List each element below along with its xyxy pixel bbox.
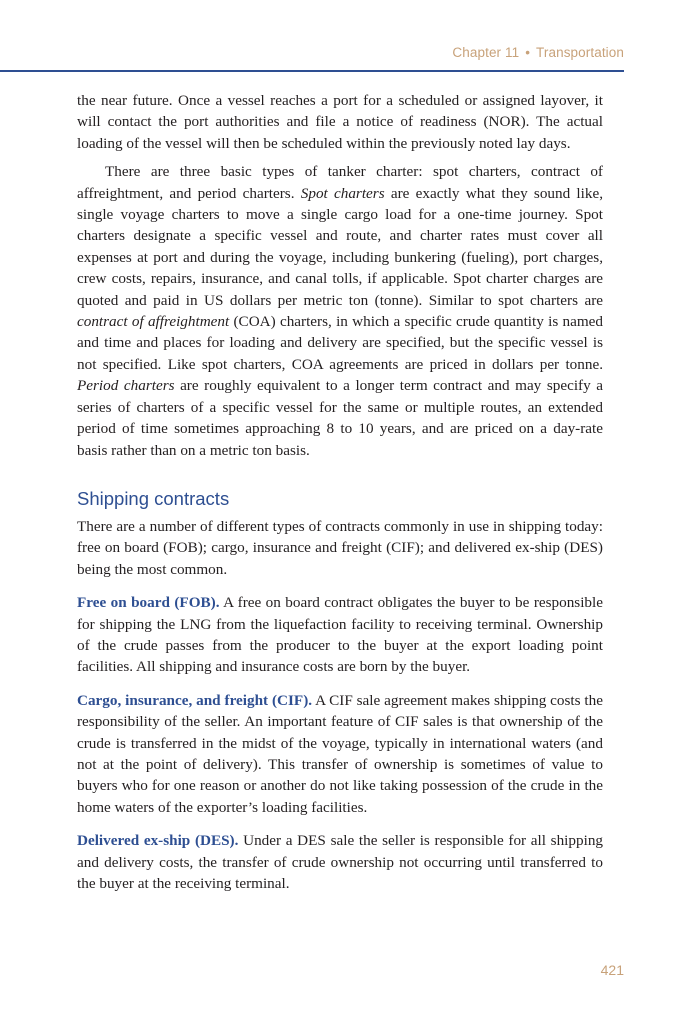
paragraph-charter-types: [77, 161, 603, 461]
section-heading: Shipping contracts: [77, 487, 230, 509]
paragraph-continued: the near future. Once a vessel reaches a port for a scheduled or assigned layover, it will contact the port authorities and file a notice of readiness (NOR). The actual loading of the vessel will then be scheduled within the previously noted lay days.: [77, 92, 603, 152]
running-header: [452, 45, 624, 60]
section-intro: There are a number of different types of contracts commonly in use in shipping today: free on board (FOB); cargo, insurance and freight (CIF); and delivered ex-ship (DES) being the most common.: [77, 517, 603, 578]
paragraph-text: There are three basic types of tanker charter: spot charters, contract of affreightment, and period charters.: [77, 163, 603, 202]
page-number: 421: [600, 962, 624, 978]
definition-des: [77, 830, 603, 894]
emphasis-period-charters: Period charters: [77, 377, 175, 395]
definition-fob: [77, 592, 603, 678]
paragraph-text: are roughly equivalent to a longer term contract and may specify a series of charters of a specific vessel for the same or multiple routes, an extended period of time sometimes approaching 8 to 10 years, and are priced on a day-rate basis rather than on a metric ton basis.: [77, 377, 603, 459]
definition-text: A CIF sale agreement makes shipping costs the responsibility of the seller. An important feature of CIF sales is that ownership of the crude is transferred in the midst of the voyage, typically in international waters (and not at the point of delivery). This transfer of ownership is sometimes of value to buyers who for one reason or another do not like taking possession of the crude in the home waters of the exporter’s loading facilities.: [77, 691, 603, 816]
definition-term: Cargo, insurance, and freight (CIF).: [77, 691, 313, 709]
emphasis-contract-of-affreightment: contract of affreightment: [77, 313, 230, 331]
emphasis-spot-charters: Spot charters: [300, 184, 385, 202]
definition-text: Under a DES sale the seller is responsible for all shipping and delivery costs, the transfer of crude ownership not occurring until transferred to the buyer at the receiving terminal.: [77, 832, 604, 892]
definition-term: Free on board (FOB).: [77, 594, 220, 612]
running-header-chapter: Chapter 11: [452, 45, 520, 60]
header-rule: [0, 70, 624, 72]
paragraph-text: (COA) charters, in which a specific crude quantity is named and time and places for loading and delivery are specified, but the specific vessel is not specified. Like spot charters, COA agreements are priced in dollars per tonne.: [77, 313, 603, 373]
definition-term: Delivered ex-ship (DES).: [77, 832, 239, 850]
running-header-separator: •: [525, 45, 531, 60]
running-header-section: Transportation: [536, 45, 624, 60]
definition-cif: [77, 690, 603, 818]
paragraph-text: are exactly what they sound like, single voyage charters to move a single cargo load for a one-time journey. Spot charters designate a specific vessel and route, and charter rates must cover all expenses at port and during the voyage, including bunkering (fueling), port charges, crew costs, repairs, insurance, and canal tolls, if applicable. Spot charter charges are quoted and paid in US dollars per metric ton (tonne). Similar to spot charters are: [77, 184, 604, 309]
main-text: [77, 90, 603, 894]
definition-text: A free on board contract obligates the buyer to be responsible for shipping the LNG from the liquefaction facility to receiving terminal. Ownership of the crude passes from the producer to the buyer at the export loading point facilities. All shipping and insurance costs are born by the buyer.: [77, 594, 603, 676]
